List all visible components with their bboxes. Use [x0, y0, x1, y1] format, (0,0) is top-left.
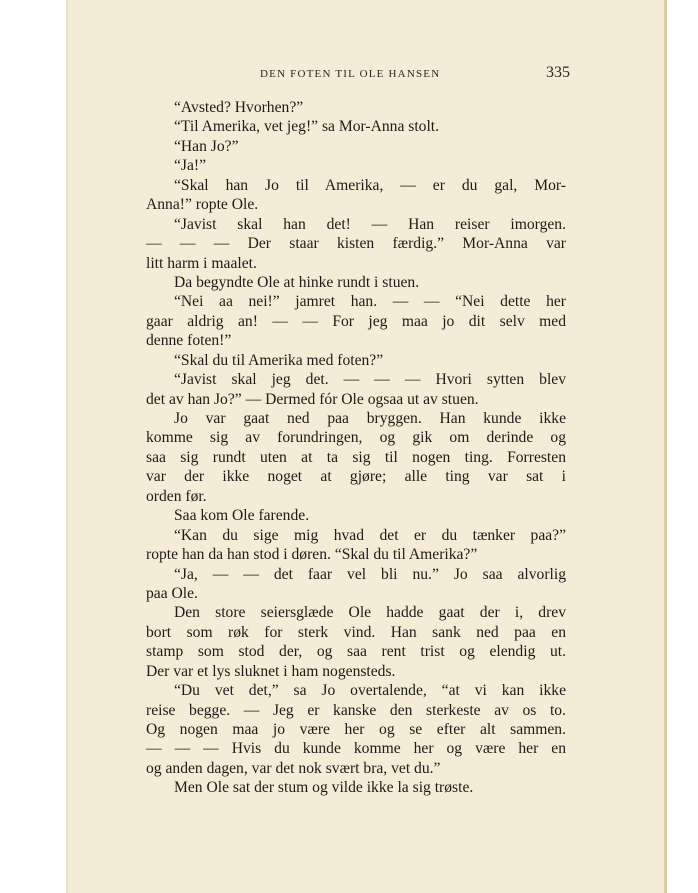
- text-line: stamp som stod der, og saa rent trist og elendig ut.: [146, 643, 566, 661]
- text-line: “Skal han Jo til Amerika, — er du gal, Mor-: [174, 176, 566, 194]
- text-line: “Kan du sige mig hvad det er du tænker paa?”: [174, 526, 566, 544]
- text-line: Saa kom Ole farende.: [174, 507, 310, 525]
- text-line: gaar aldrig an! — — For jeg maa jo dit selv med: [146, 312, 566, 330]
- text-line: “Ja, — — det faar vel bli nu.” Jo saa alvorlig: [174, 565, 566, 583]
- running-head: DEN FOTEN TIL OLE HANSEN: [260, 68, 441, 80]
- text-line: Og nogen maa jo være her og se efter alt sammen.: [146, 721, 566, 738]
- text-line: “Nei aa nei!” jamret han. — — “Nei dette her: [174, 293, 566, 311]
- text-line: “Avsted? Hvorhen?”: [174, 99, 304, 116]
- text-line: og anden dagen, var det nok svært bra, vet du.”: [146, 759, 441, 777]
- text-line: Der var et lys sluknet i ham nogensteds.: [146, 662, 396, 680]
- text-line: “Han Jo?”: [174, 137, 239, 155]
- text-line: ropte han da han stod i døren. “Skal du til Amerika?”: [146, 546, 478, 564]
- text-line: “Du vet det,” sa Jo overtalende, “at vi kan ikke: [174, 682, 566, 700]
- text-line: orden før.: [146, 487, 207, 505]
- text-line: “Javist skal jeg det. — — — Hvori sytten blev: [174, 371, 566, 389]
- text-line: Anna!” ropte Ole.: [146, 196, 259, 214]
- text-line: “Ja!”: [174, 157, 207, 175]
- page-number: 335: [546, 64, 570, 81]
- text-line: “Javist skal han det! — Han reiser imorgen.: [174, 215, 566, 233]
- page-header: [260, 64, 570, 84]
- text-line: Men Ole sat der stum og vilde ikke la sig trøste.: [174, 779, 474, 797]
- text-line: “Skal du til Amerika med foten?”: [174, 351, 384, 369]
- text-line: paa Ole.: [146, 584, 198, 602]
- text-line: Da begyndte Ole at hinke rundt i stuen.: [174, 273, 420, 291]
- text-line: “Til Amerika, vet jeg!” sa Mor-Anna stolt.: [174, 118, 440, 136]
- text-line: komme sig av forundringen, og gik om derinde og: [146, 429, 566, 447]
- text-line: bort som røk for sterk vind. Han sank ned paa en: [146, 623, 566, 641]
- text-line: det av han Jo?” — Dermed fór Ole ogsaa ut av stuen.: [146, 390, 479, 408]
- text-line: reise begge. — Jeg er kanske den sterkeste av os to.: [146, 701, 566, 719]
- body-text: [146, 98, 566, 798]
- page-edge: [664, 0, 667, 893]
- text-line: saa sig rundt uten at ta sig til nogen ting. Forresten: [146, 448, 566, 466]
- text-line: Den store seiersglæde Ole hadde gaat der i, drev: [174, 604, 566, 622]
- text-line: denne foten!”: [146, 332, 232, 350]
- text-line: — — — Hvis du kunde komme her og være her en: [146, 740, 566, 758]
- text-line: Jo var gaat ned paa bryggen. Han kunde ikke: [174, 410, 566, 427]
- text-line: litt harm i maalet.: [146, 254, 257, 272]
- text-line: — — — Der staar kisten færdig.” Mor-Anna var: [146, 235, 566, 253]
- text-line: var der ikke noget at gjøre; alle ting var sat i: [146, 468, 566, 486]
